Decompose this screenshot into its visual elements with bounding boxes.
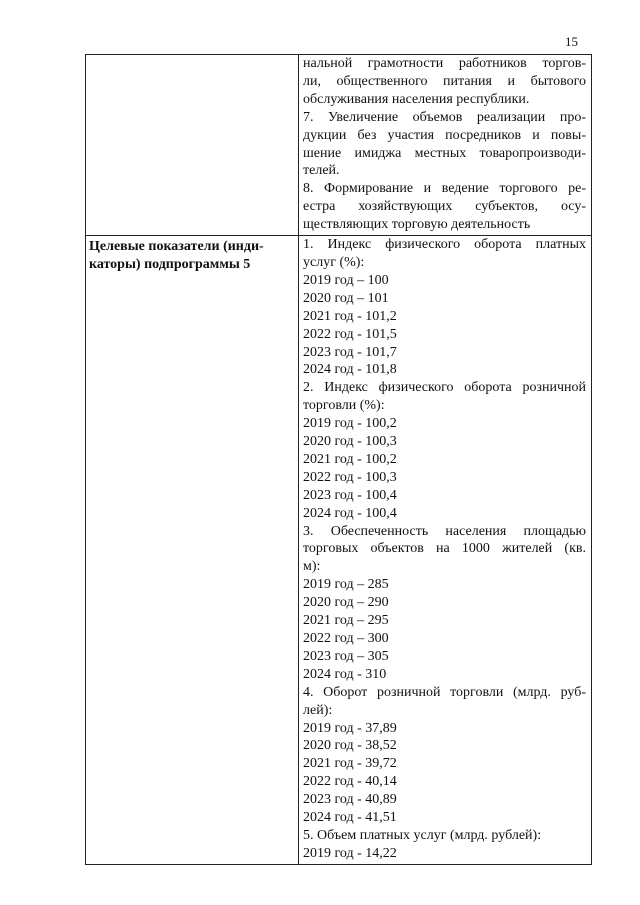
text-line: дукции без участия посредников и повы- (303, 127, 586, 143)
text-line: 2023 год - 100,4 (303, 487, 397, 503)
left-cell-indicators-label (86, 236, 299, 865)
text-line: 2020 год – 290 (303, 595, 389, 611)
right-cell-tasks (299, 55, 592, 236)
heading-line: каторы) подпрограммы 5 (89, 257, 251, 273)
text-line: 2024 год - 101,8 (303, 362, 397, 378)
text-line: услуг (%): (303, 254, 365, 270)
text-line: торговли (%): (303, 398, 385, 414)
text-line: ли, общественного питания и бытового (303, 73, 586, 89)
text-line: 2023 год – 305 (303, 648, 389, 664)
text-line: 2021 год - 101,2 (303, 308, 397, 324)
right-cell-indicators (299, 236, 592, 865)
text-line: 3. Обеспеченность населения площадью (303, 523, 586, 539)
text-line: 2024 год - 310 (303, 666, 387, 682)
indicators-text (299, 236, 591, 864)
text-line: телей. (303, 163, 340, 179)
text-line: шение имиджа местных товаропроизводи- (303, 145, 586, 161)
text-line: 2022 год – 300 (303, 631, 389, 646)
subprogram-table (85, 54, 592, 865)
text-line: 2024 год - 41,51 (303, 810, 397, 826)
text-line: 2020 год – 101 (303, 290, 389, 306)
indicators-heading (86, 236, 298, 274)
tasks-text (299, 55, 591, 235)
text-line: обслуживания населения республики. (303, 91, 530, 107)
text-line: 2021 год – 295 (303, 613, 389, 629)
text-line: 8. Формирование и ведение торгового ре- (303, 181, 586, 197)
text-line: 2024 год - 100,4 (303, 505, 397, 521)
text-line: 2. Индекс физического оборота розничной (303, 380, 586, 396)
text-line: 2019 год - 14,22 (303, 845, 397, 861)
text-line: торговых объектов на 1000 жителей (кв. (303, 541, 586, 557)
text-line: 2022 год - 101,5 (303, 326, 397, 342)
text-line: 2019 год - 100,2 (303, 416, 397, 432)
table-row-indicators (86, 236, 592, 865)
text-line: 7. Увеличение объемов реализации про- (303, 109, 586, 125)
text-line: 2019 год – 100 (303, 272, 389, 288)
heading-line: Целевые показатели (инди- (89, 239, 264, 255)
left-cell-empty (86, 55, 299, 236)
text-line: 2020 год - 100,3 (303, 434, 397, 450)
text-line: 2021 год - 100,2 (303, 451, 397, 467)
page-number: 15 (565, 34, 578, 49)
text-line: 2020 год - 38,52 (303, 738, 397, 754)
text-line: ществляющих торговую деятельность (303, 217, 531, 233)
text-line: 2023 год - 101,7 (303, 344, 397, 360)
text-line: 4. Оборот розничной торговли (млрд. руб- (303, 684, 586, 700)
text-line: естра хозяйствующих субъектов, осу- (303, 199, 586, 215)
text-line: 2019 год - 37,89 (303, 720, 397, 736)
text-line: 2022 год - 100,3 (303, 469, 397, 485)
text-line: 1. Индекс физического оборота платных (303, 237, 586, 253)
text-line: 2023 год - 40,89 (303, 792, 397, 808)
text-line: нальной грамотности работников торгов- (303, 56, 586, 71)
text-line: 2022 год - 40,14 (303, 774, 397, 790)
text-line: 5. Объем платных услуг (млрд. рублей): (303, 827, 542, 843)
text-line: м): (303, 559, 321, 575)
text-line: 2021 год - 39,72 (303, 756, 397, 772)
table-row-continuation (86, 55, 592, 236)
text-line: 2019 год – 285 (303, 577, 389, 593)
text-line: лей): (303, 702, 333, 718)
